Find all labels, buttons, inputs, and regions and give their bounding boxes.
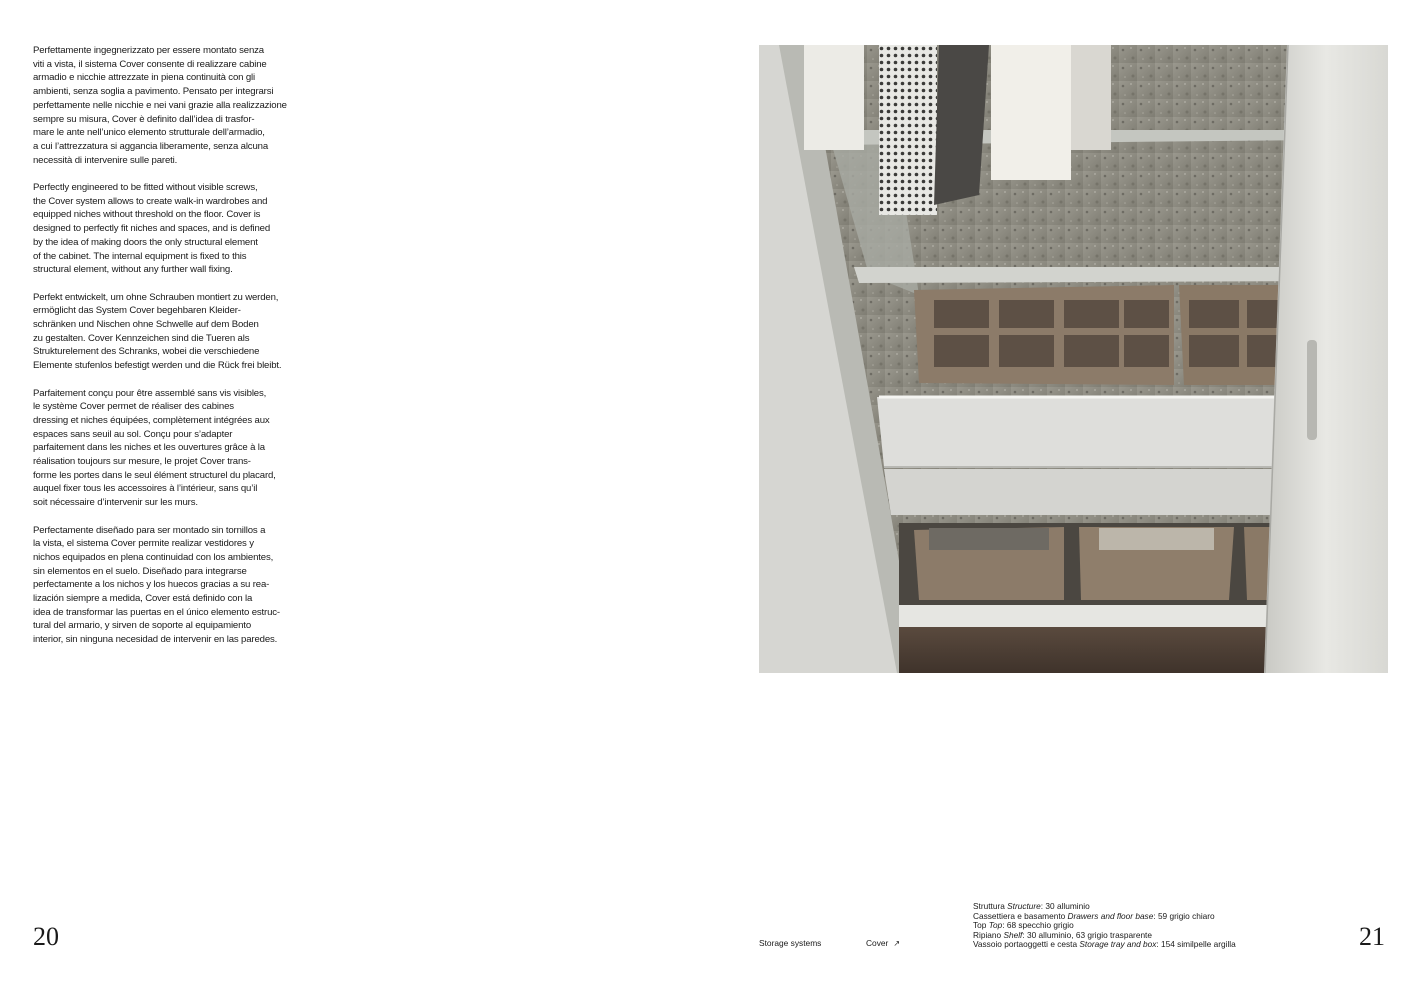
paragraph-italian: Perfettamente ingegnerizzato per essere montato senza viti a vista, il sistema Cover consente di realizzare cabine armadio e nicchie attrezzate in piena continuità con gli ambienti, senza soglia a pavimento. Pensato per integrarsi perfettamente nelle nicchie e nei vani grazie alla realizzazione sempre su misura, Cover è definito dall’idea di trasfor- mare le ante nell’unico elemento strutturale dell’armadio, a cui l’attrezzatura si aggancia liberamente, senza alcuna necessità di intervenire sulle pareti. — [33, 45, 287, 166]
material-specs — [973, 902, 1293, 950]
section-label: Storage systems — [759, 938, 822, 948]
paragraph-german: Perfekt entwickelt, um ohne Schrauben montiert zu werden, ermöglicht das System Cover begehbaren Kleider- schränken und Nischen ohne Schwelle auf dem Boden zu gestalten. Cover Kennzeichen sind die Tueren als Strukturelement des Schranks, wobei die verschiedene Elemente stufenlos befestigt werden und die Rück frei bleibt. — [33, 291, 282, 372]
spec-top: Top Top: 68 specchio grigio — [973, 920, 1074, 931]
page-number-right: 21 — [1359, 922, 1385, 951]
paragraph-french: Parfaitement conçu pour être assemblé sans vis visibles, le système Cover permet de réaliser des cabines dressing et niches équipées, complètement intégrées aux espaces sans seuil au sol. Conçu pour s’adapter parfaitement dans les niches et les ouvertures grâce à la réalisation toujours sur mesure, le projet Cover trans- forme les portes dans le seul élément structurel du placard, auquel fixer tous les accessoires à l’intérieur, sans qu’il soit nécessaire d’intervenir sur les murs. — [33, 387, 276, 509]
page-number-left: 20 — [33, 922, 59, 951]
product-link[interactable] — [866, 938, 900, 948]
paragraph-spanish: Perfectamente diseñado para ser montado sin tornillos a la vista, el sistema Cover permite realizar vestidores y nichos equipados en plena continuidad con los ambientes, sin elementos en el suelo. Diseñado para integrarse perfectamente a los nichos y los huecos gracias a su rea- lización siempre a medida, Cover está definido con la idea de transformar las puertas en el único elemento estruc- tural del armario, y sirven de soporte al equipamiento interior, sin ninguna necesidad de intervenir en las paredes. — [33, 524, 280, 646]
wardrobe-photo — [759, 45, 1388, 673]
body-text — [33, 44, 289, 661]
spec-drawers: Cassettiera e basamento Drawers and floor base: 59 grigio chiaro — [973, 910, 1215, 921]
paragraph-english: Perfectly engineered to be fitted without visible screws, the Cover system allows to create walk-in wardrobes and equipped niches without threshold on the floor. Cover is designed to perfectly fit niches and spaces, and is defined by the idea of making doors the only structural element of the cabinet. The internal equipment is fixed to this structural element, without any further wall fixing. — [33, 182, 271, 276]
spec-structure: Struttura Structure: 30 alluminio — [973, 901, 1090, 911]
wardrobe-illustration — [759, 45, 1388, 673]
spec-shelf: Ripiano Shelf: 30 alluminio, 63 grigio trasparente — [973, 929, 1152, 940]
arrow-up-right-icon: ↗ — [893, 939, 901, 948]
spec-tray: Vassoio portaoggetti e cesta Storage tray and box: 154 similpelle argilla — [973, 939, 1236, 950]
product-label: Cover — [866, 938, 889, 948]
